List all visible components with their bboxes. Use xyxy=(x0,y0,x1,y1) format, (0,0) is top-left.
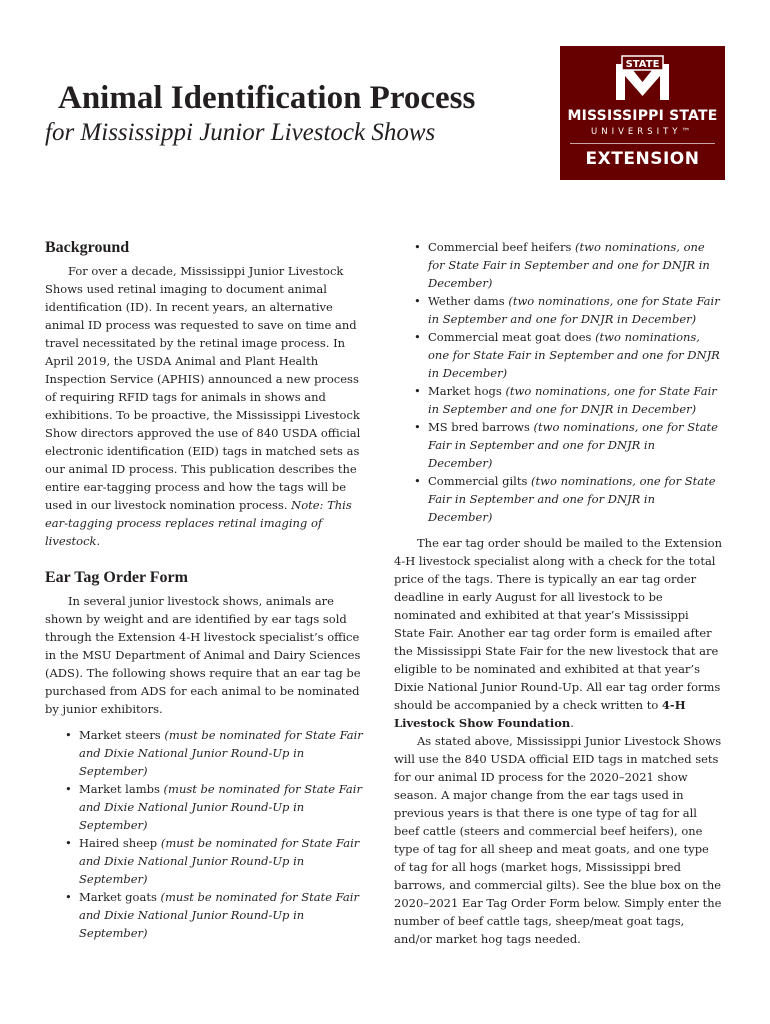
list-item: • Market lambs (must be nominated for State Fair and Dixie National Junior Round-Up in September) xyxy=(65,780,373,834)
ear-tag-paragraph: In several junior livestock shows, animals are shown by weight and are identified by ear tags sold through the Extension 4-H livestock specialist’s office in the MSU Department of Animal and Dairy Sciences (ADS). The following shows require that an ear tag be purchased from ADS for each animal to be nominated by junior exhibitors. xyxy=(45,594,361,716)
list-item: • Commercial gilts (two nominations, one for State Fair in September and one for DNJR in December) xyxy=(414,472,722,526)
show-list-right xyxy=(394,238,722,526)
logo-divider xyxy=(570,143,715,144)
order-paragraph: The ear tag order should be mailed to the Extension 4-H livestock specialist along with a check for the total price of the tags. There is typically an ear tag order deadline in early August for all livestock to be nominated and exhibited at that year’s Mississippi State Fair. Another ear tag order form is emailed after the Mississippi State Fair for the new livestock that are eligible to be nominated and exhibited at that year’s Dixie National Junior Round-Up. All ear tag order forms should be accompanied by a check written to 4-H Livestock Show Foundation. xyxy=(394,536,722,730)
background-paragraph xyxy=(45,262,373,550)
msu-extension-logo xyxy=(560,46,725,180)
right-column xyxy=(394,238,722,948)
ear-tag-heading: Ear Tag Order Form xyxy=(45,569,188,586)
background-heading: Background xyxy=(45,239,130,256)
list-item: • Market hogs (two nominations, one for State Fair in September and one for DNJR in December) xyxy=(414,382,722,418)
msu-seal-icon xyxy=(610,54,675,104)
left-column xyxy=(45,238,373,950)
page-title: Animal Identification Process xyxy=(58,80,476,116)
list-item: • MS bred barrows (two nominations, one for State Fair in September and one for DNJR in December) xyxy=(414,418,722,472)
foundation-name: 4-H Livestock Show Foundation xyxy=(394,698,686,730)
seal-text: STATE xyxy=(625,59,660,70)
list-item: • Commercial meat goat does (two nominations, one for State Fair in September and one for DNJR in December) xyxy=(414,328,722,382)
background-note: Note: This ear-tagging process replaces retinal imaging of livestock. xyxy=(45,498,352,548)
show-list-left xyxy=(45,726,373,942)
logo-line-1: MISSISSIPPI STATE xyxy=(567,108,718,124)
tags-paragraph: As stated above, Mississippi Junior Livestock Shows will use the 840 USDA official EID tags in matched sets for our animal ID process for the 2020–2021 show season. A major change from the ear tags used in previous years is that there is one type of tag for all beef cattle (steers and commercial beef heifers), one type of tag for all sheep and meat goats, and one type of tag for all hogs (market hogs, Mississippi bred barrows, and commercial gilts). See the blue box on the 2020–2021 Ear Tag Order Form below. Simply enter the number of beef cattle tags, sheep/meat goat tags, and/or market hog tags needed. xyxy=(394,734,722,946)
logo-line-3: EXTENSION xyxy=(585,149,700,169)
background-text: For over a decade, Mississippi Junior Livestock Shows used retinal imaging to document animal identification (ID). In recent years, an alternative animal ID process was requested to save on time and travel necessitated by the retinal image process. In April 2019, the USDA Animal and Plant Health Inspection Service (APHIS) announced a new process of requiring RFID tags for animals in shows and exhibitions. To be proactive, the Mississippi Livestock Show directors approved the use of 840 USDA official electronic identification (EID) tags in matched sets as our animal ID process. This publication describes the entire ear-tagging process and how the tags will be used in our livestock nomination process. xyxy=(45,264,361,512)
list-item: • Market goats (must be nominated for State Fair and Dixie National Junior Round-Up in September) xyxy=(65,888,373,942)
list-item: • Wether dams (two nominations, one for State Fair in September and one for DNJR in December) xyxy=(414,292,722,328)
logo-line-2: UNIVERSITY™ xyxy=(591,127,694,137)
list-item: • Commercial beef heifers (two nominations, one for State Fair in September and one for DNJR in December) xyxy=(414,238,722,292)
list-item: • Market steers (must be nominated for State Fair and Dixie National Junior Round-Up in September) xyxy=(65,726,373,780)
list-item: • Haired sheep (must be nominated for State Fair and Dixie National Junior Round-Up in September) xyxy=(65,834,373,888)
page-subtitle: for Mississippi Junior Livestock Shows xyxy=(45,119,436,146)
